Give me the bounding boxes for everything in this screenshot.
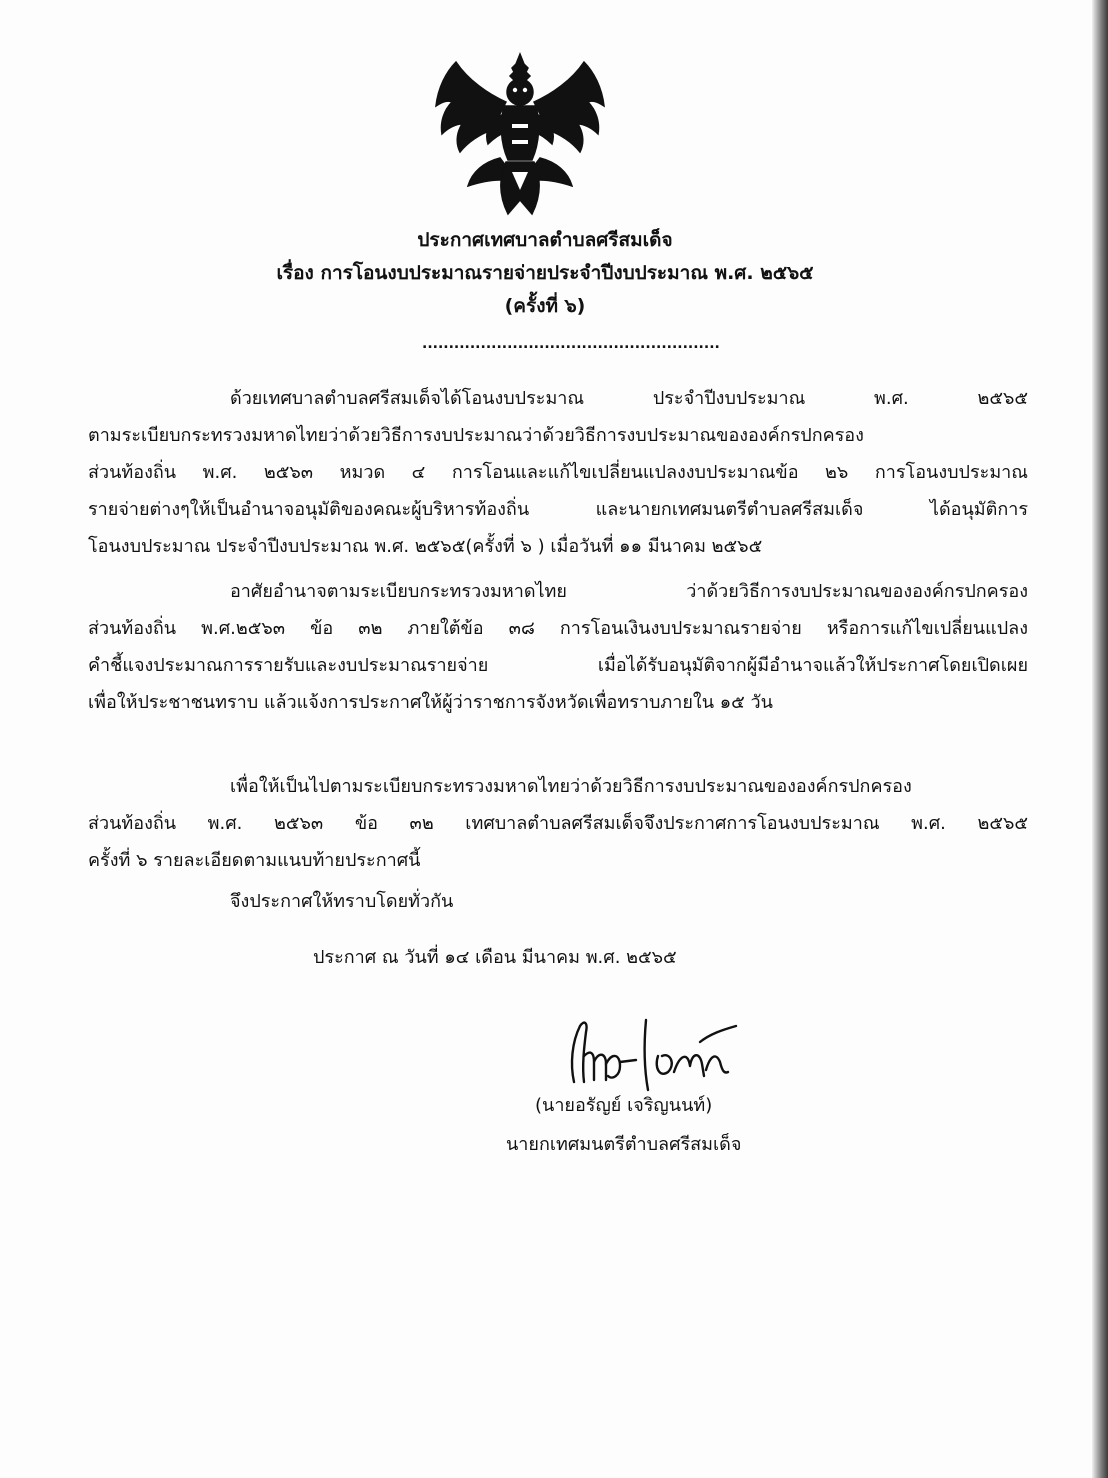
paragraph-line: อาศัยอำนาจตามระเบียบกระทรวงมหาดไทย ว่าด้วยวิธีการงบประมาณขององค์กรปกครอง [230,581,1028,602]
scan-edge-shadow [1092,0,1108,1478]
garuda-emblem-icon [428,50,612,218]
paragraph-line: เพื่อให้ประชาชนทราบ แล้วแจ้งการประกาศให้ผู้ว่าราชการจังหวัดเพื่อทราบภายใน ๑๕ วัน [88,692,773,713]
paragraph-line: ส่วนท้องถิ่น พ.ศ. ๒๕๖๓ ข้อ ๓๒ เทศบาลตำบลศรีสมเด็จจึงประกาศการโอนงบประมาณ พ.ศ. ๒๕๖๕ [88,813,1028,834]
signer-name: (นายอรัญย์ เจริญนนท์) [535,1095,713,1116]
paragraph-line: ด้วยเทศบาลตำบลศรีสมเด็จได้โอนงบประมาณ ประจำปีงบประมาณ พ.ศ. ๒๕๖๕ [230,388,1028,409]
announcement-date: ประกาศ ณ วันที่ ๑๔ เดือน มีนาคม พ.ศ. ๒๕๖๕ [313,947,677,968]
paragraph-3 [88,768,1028,879]
closing-statement: จึงประกาศให้ทราบโดยทั่วกัน [230,891,454,912]
handwritten-signature [560,1012,750,1092]
paragraph-1 [88,380,1028,565]
signer-position: นายกเทศมนตรีตำบลศรีสมเด็จ [506,1134,742,1155]
paragraph-2 [88,573,1028,721]
announcement-heading [0,224,1090,323]
paragraph-line: ตามระเบียบกระทรวงมหาดไทยว่าด้วยวิธีการงบประมาณว่าด้วยวิธีการงบประมาณขององค์กรปกครอง [88,425,864,446]
paragraph-line: เพื่อให้เป็นไปตามระเบียบกระทรวงมหาดไทยว่าด้วยวิธีการงบประมาณขององค์กรปกครอง [230,776,912,797]
announcement-title: ประกาศเทศบาลตำบลศรีสมเด็จ [417,229,673,251]
announcement-round: (ครั้งที่ ๖) [504,295,586,317]
paragraph-line: คำชี้แจงประมาณการรายรับและงบประมาณรายจ่าย เมื่อได้รับอนุมัติจากผู้มีอำนาจแล้วให้ประกาศโดยเปิดเผย [88,655,1028,676]
paragraph-line: ส่วนท้องถิ่น พ.ศ. ๒๕๖๓ หมวด ๔ การโอนและแก้ไขเปลี่ยนแปลงงบประมาณข้อ ๒๖ การโอนงบประมาณ [88,462,1028,483]
announcement-subject: เรื่อง การโอนงบประมาณรายจ่ายประจำปีงบประมาณ พ.ศ. ๒๕๖๕ [276,262,814,284]
paragraph-line: โอนงบประมาณ ประจำปีงบประมาณ พ.ศ. ๒๕๖๕(ครั้งที่ ๖ ) เมื่อวันที่ ๑๑ มีนาคม ๒๕๖๕ [88,536,763,557]
paragraph-line: ครั้งที่ ๖ รายละเอียดตามแนบท้ายประกาศนี้ [88,850,421,871]
paragraph-line: ส่วนท้องถิ่น พ.ศ.๒๕๖๓ ข้อ ๓๒ ภายใต้ข้อ ๓๘ การโอนเงินงบประมาณรายจ่าย หรือการแก้ไขเปลี่ยนแปลง [88,618,1028,639]
title-divider: ........................................................ [422,336,720,352]
paragraph-line: รายจ่ายต่างๆให้เป็นอำนาจอนุมัติของคณะผู้บริหารท้องถิ่น และนายกเทศมนตรีตำบลศรีสมเด็จ ได้อนุมัติการ [88,499,1028,520]
